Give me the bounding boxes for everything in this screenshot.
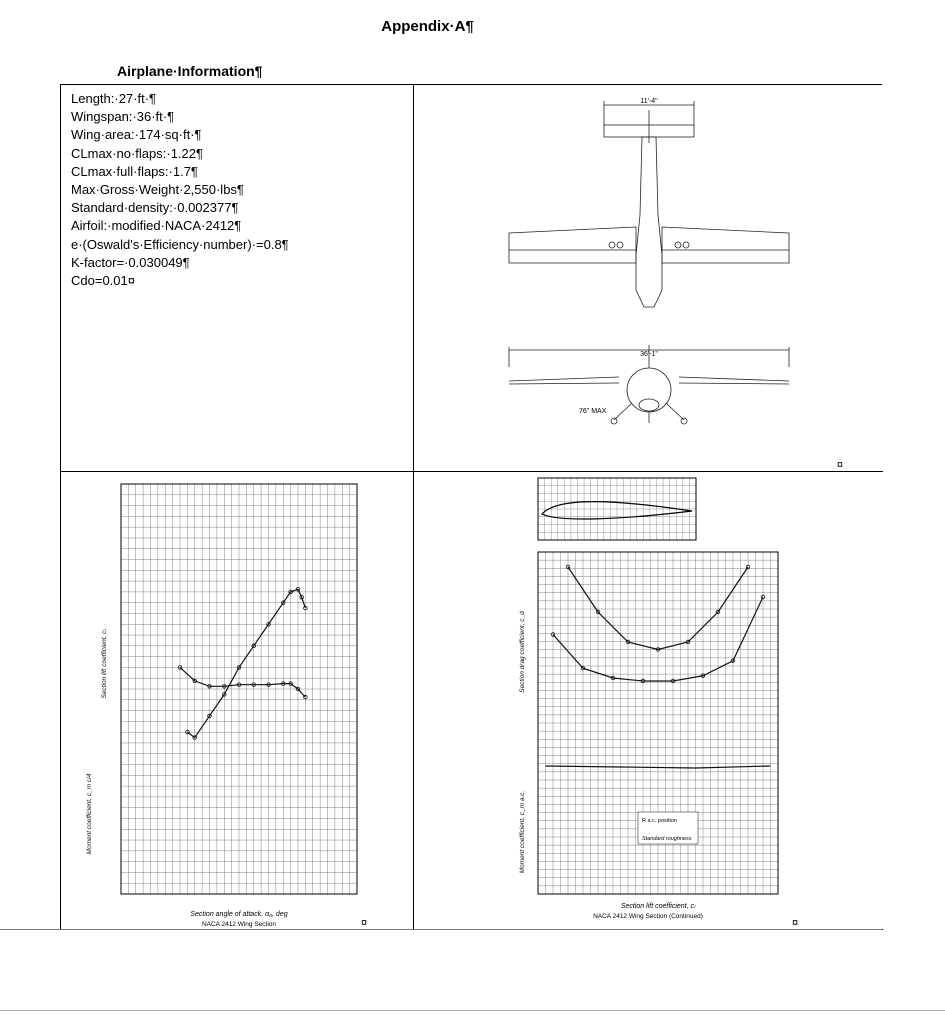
front-fuselage [627,368,671,412]
info-item: CLmax·full·flaps:·1.7¶ [71,163,198,179]
info-item: Wing·area:·174·sq·ft·¶ [71,127,202,143]
drag-caption: NACA 2412 Wing Section (Continued) [593,913,703,920]
drag-xlabel: Section lift coefficient, cₗ [620,903,696,910]
drag-moment-ylabel: Moment coefficient, c_m a.c. [519,790,526,874]
info-table [60,84,882,929]
info-item: e·(Oswald's·Efficiency·number)·=0.8¶ [71,236,289,252]
fuselage-top [636,137,662,307]
drag-chart [414,472,882,929]
info-item: Airfoil:·modified·NACA·2412¶ [71,218,242,234]
lift-chart-cell [61,472,414,930]
front-wing [509,377,789,381]
drag-cell-mark: ¤ [792,917,799,929]
airfoil-inset [538,478,696,540]
span-dimension: 36'-1" [640,351,658,358]
airplane-info-list [61,85,413,290]
top-dimension: 11'-4" [640,98,658,105]
legend-roughness: Standard roughness [642,836,692,842]
section-title: Airplane·Information¶ [117,63,263,79]
airplane-drawing [414,85,882,471]
lift-chart [61,472,413,929]
appendix-title: Appendix·A¶ [381,18,474,35]
table-bottom-rule [0,929,882,930]
info-item: Wingspan:·36·ft·¶ [71,109,175,125]
info-item: Max·Gross·Weight·2,550·lbs¶ [71,182,244,198]
info-item: Standard·density:·0.002377¶ [71,200,239,216]
lift-grid [121,484,357,894]
lift-xlabel: Section angle of attack, α₀, deg [190,911,288,918]
lift-series-moment [180,667,305,697]
drag-chart-cell [414,472,883,930]
info-item: CLmax·no·flaps:·1.22¶ [71,145,203,161]
end-of-cell-mark: ¤ [836,459,843,471]
legend-title: R a.c. position [642,818,677,824]
info-cell [61,85,414,472]
max-dimension: 76" MAX [579,408,607,415]
info-item: K-factor=·0.030049¶ [71,254,190,270]
lift-ylabel: Section lift coefficient, cₗ [101,629,108,699]
drag-ylabel: Section drag coefficient, c_d [519,611,526,693]
info-item: Cdo=0.01¤ [71,273,135,289]
lift-cell-mark: ¤ [361,917,368,929]
lift-caption: NACA 2412 Wing Section [201,921,277,928]
airplane-drawing-cell [414,85,883,472]
info-item: Length:·27·ft·¶ [71,91,157,106]
moment-ylabel: Moment coefficient, c_m c/4 [86,773,93,855]
page-edge [0,1010,945,1011]
